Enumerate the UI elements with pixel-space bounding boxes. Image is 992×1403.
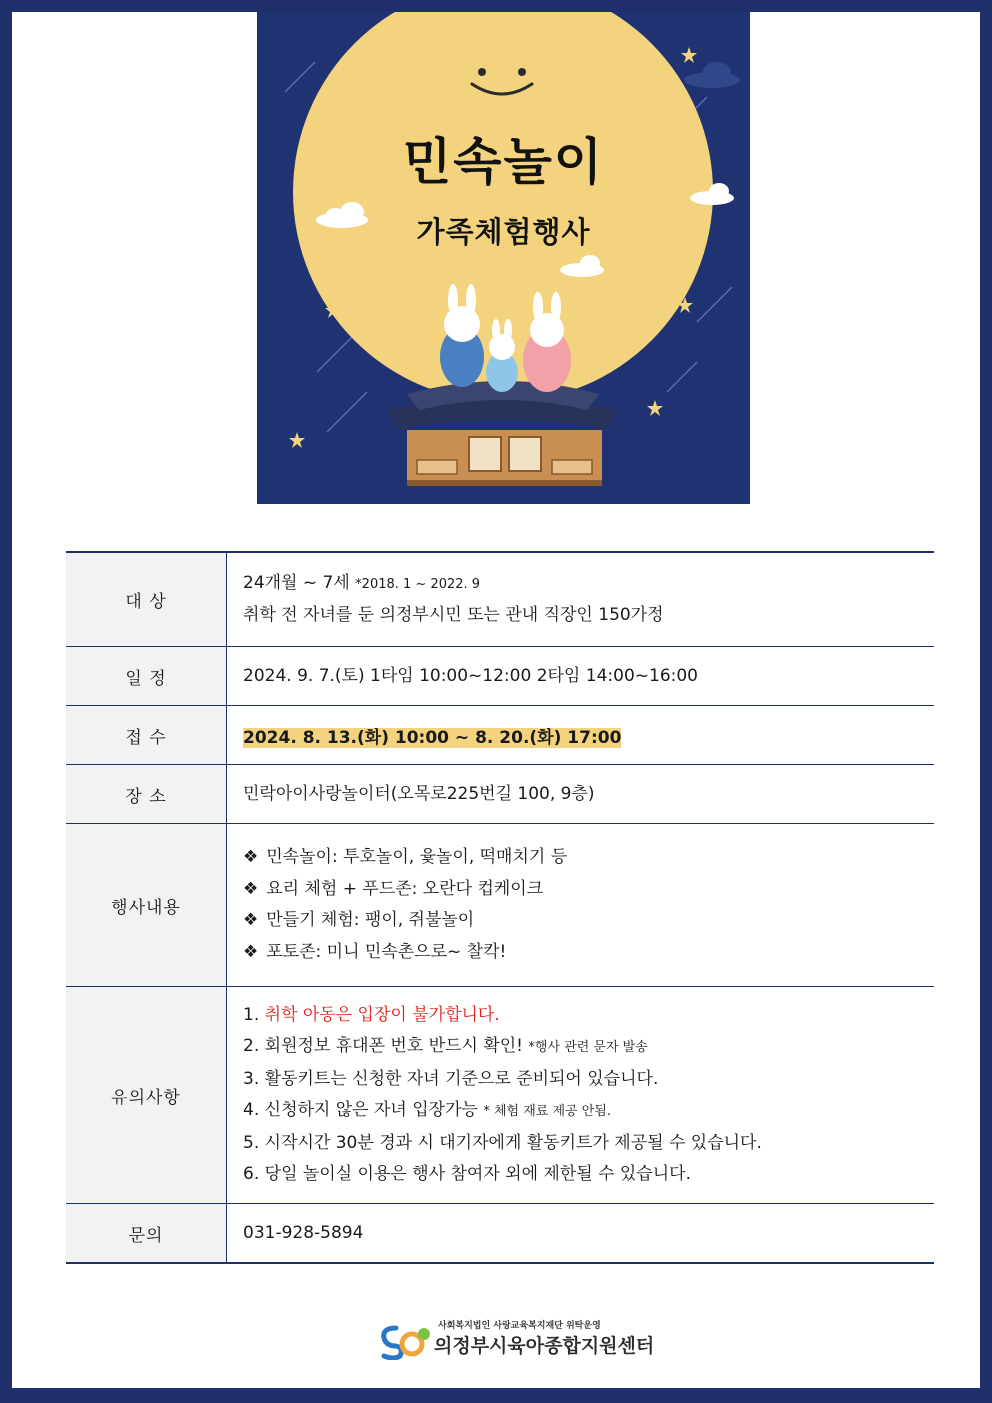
row-label: 일 정 <box>66 647 227 706</box>
notes-content <box>227 987 935 1204</box>
place-text: 민락아이사랑놀이터(오목로225번길 100, 9층) <box>243 783 595 804</box>
row-label: 행사내용 <box>66 824 227 987</box>
schedule-content <box>227 647 935 706</box>
hanok-house <box>387 381 619 486</box>
diamond-bullet-icon: ❖ <box>243 910 259 930</box>
poster-title: 민속놀이 <box>402 133 605 191</box>
diamond-bullet-icon: ❖ <box>243 878 259 899</box>
place-content <box>227 765 935 824</box>
table-row-registration <box>66 706 934 765</box>
event-info-table <box>66 551 934 1264</box>
list-item: 1. 취학 아동은 입장이 불가합니다. <box>243 1004 500 1025</box>
list-item: 3. 활동키트는 신청한 자녀 기준으로 준비되어 있습니다. <box>243 1068 659 1089</box>
center-logo-icon <box>378 1320 434 1360</box>
table-row-program <box>66 824 934 987</box>
row-label: 접 수 <box>66 706 227 765</box>
target-content <box>227 552 935 647</box>
organization-subtitle: 사회복지법인 사랑교육복지재단 위탁운영 <box>438 1321 601 1331</box>
target-birth-range: *2018. 1 ~ 2022. 9 <box>355 577 481 592</box>
schedule-text: 2024. 9. 7.(토) 1타임 10:00~12:00 2타임 14:00~16:00 <box>243 665 698 686</box>
table-row-target <box>66 552 934 647</box>
target-age: 24개월 ~ 7세 <box>243 573 356 593</box>
poster-subtitle: 가족체험행사 <box>416 215 591 249</box>
table-row-notes <box>66 987 934 1204</box>
target-description: 취학 전 자녀를 둔 의정부시민 또는 관내 직장인 150가정 <box>243 605 664 625</box>
table-row-contact <box>66 1204 934 1264</box>
row-label: 문의 <box>66 1204 227 1264</box>
cloud-icon <box>684 62 740 88</box>
table-row-place <box>66 765 934 824</box>
registration-content <box>227 706 935 765</box>
poster-illustration <box>257 12 750 504</box>
organization-logo <box>378 1312 655 1362</box>
contact-content <box>227 1204 935 1264</box>
list-item: 2. 회원정보 휴대폰 번호 반드시 확인! *행사 관련 문자 발송 <box>243 1036 648 1056</box>
list-item: ❖ 만들기 체험: 팽이, 쥐불놀이 <box>243 910 475 930</box>
row-label: 장 소 <box>66 765 227 824</box>
list-item: 6. 당일 놀이실 이용은 행사 참여자 외에 제한될 수 있습니다. <box>243 1164 691 1184</box>
table-row-schedule <box>66 647 934 706</box>
list-item: ❖ 포토존: 미니 민속촌으로~ 찰칵! <box>243 941 507 962</box>
program-content <box>227 824 935 987</box>
list-item: ❖ 요리 체험 + 푸드존: 오란다 컵케이크 <box>243 878 544 899</box>
contact-phone: 031-928-5894 <box>243 1222 364 1243</box>
organization-name: 의정부시육아종합지원센터 <box>434 1335 655 1357</box>
list-item: ❖ 민속놀이: 투호놀이, 윷놀이, 떡매치기 등 <box>243 847 568 867</box>
registration-period: 2024. 8. 13.(화) 10:00 ~ 8. 20.(화) 17:00 <box>243 727 622 748</box>
event-poster <box>257 12 750 504</box>
diamond-bullet-icon: ❖ <box>243 941 259 962</box>
row-label: 유의사항 <box>66 987 227 1204</box>
row-label: 대 상 <box>66 552 227 647</box>
list-item: 4. 신청하지 않은 자녀 입장가능 * 체험 재료 제공 안됨. <box>243 1100 611 1120</box>
page <box>12 12 980 1388</box>
list-item: 5. 시작시간 30분 경과 시 대기자에게 활동키트가 제공될 수 있습니다. <box>243 1132 762 1153</box>
diamond-bullet-icon: ❖ <box>243 847 259 867</box>
